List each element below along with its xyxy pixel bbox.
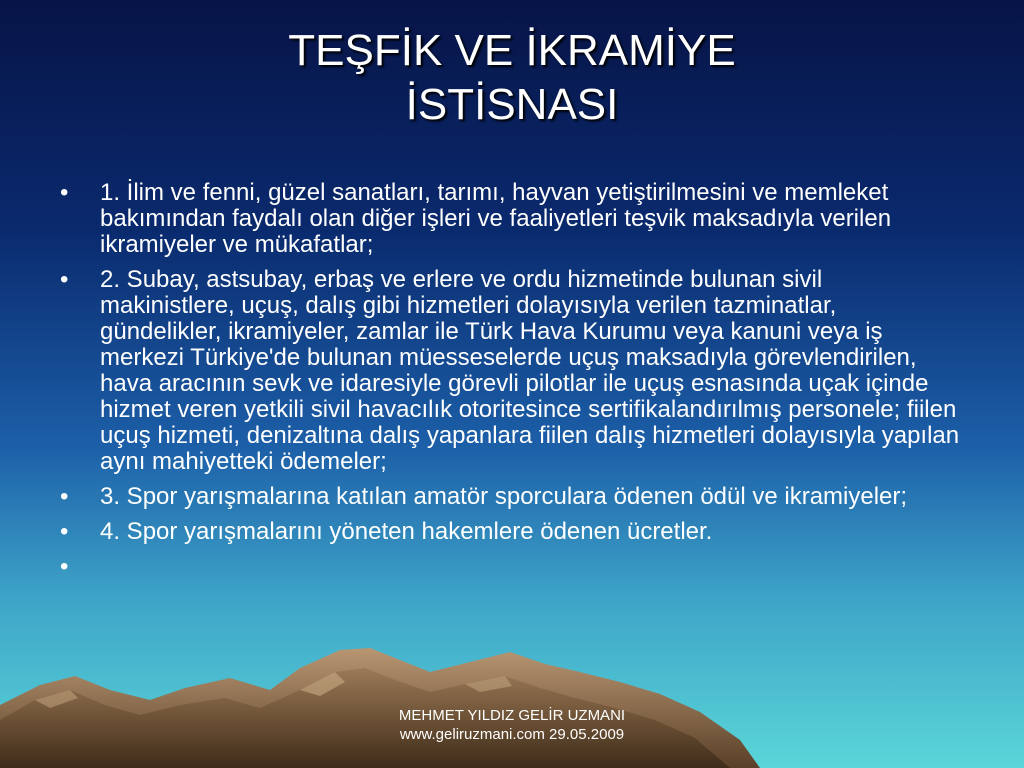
bullet-dot-icon: •: [60, 553, 69, 580]
bullet-dot-icon: •: [60, 266, 69, 293]
bullet-item-4: [60, 519, 960, 545]
bullet-text: 2. Subay, astsubay, erbaş ve erlere ve ordu hizmetinde bulunan sivil makinistlere, uçuş, dalış gibi hizmetleri dolayısıyla verilen tazminatlar, gündelikler, ikramiyeler, zamlar ile Türk Hava Kurumu veya kanuni veya iş merkezi Türkiye'de bulunan müesseselerde uçuş maksadıyla görevlendirilen, hava aracının sevk ve idaresiyle görevli pilotlar ile uçuş esnasında uçak içinde hizmet veren yetkili sivil havacılık otoritesince sertifikalandırılmış personele; fiilen uçuş hizmeti, denizaltına dalış yapanlara fiilen dalış hizmetleri dolayısıyla yapılan aynı mahiyetteki ödemeler;: [100, 266, 960, 475]
bullet-text: 1. İlim ve fenni, güzel sanatları, tarımı, hayvan yetiştirilmesini ve memleket bakımından faydalı olan diğer işleri ve faaliyetleri teşvik maksadıyla verilen ikramiyeler ve mükafatlar;: [100, 179, 892, 258]
bullet-text: 3. Spor yarışmalarına katılan amatör sporculara ödenen ödül ve ikramiyeler;: [100, 483, 908, 510]
bullet-text: 4. Spor yarışmalarını yöneten hakemlere ödenen ücretler.: [100, 518, 713, 545]
bullet-item-3: [60, 484, 960, 510]
title-line-1: TEŞFİK VE İKRAMİYE: [288, 26, 736, 75]
bullet-item-2: [60, 267, 960, 475]
title-line-2: İSTİSNASI: [405, 80, 619, 129]
slide-footer: [360, 706, 664, 744]
bullet-dot-icon: •: [60, 179, 69, 206]
footer-author: MEHMET YILDIZ GELİR UZMANI: [398, 707, 626, 724]
bullet-dot-icon: •: [60, 483, 69, 510]
bullet-list: [60, 179, 960, 580]
bullet-dot-icon: •: [60, 518, 69, 545]
bullet-item-1: [60, 180, 960, 258]
footer-website-date: www.geliruzmani.com 29.05.2009: [399, 726, 625, 743]
slide-title: [110, 24, 914, 132]
